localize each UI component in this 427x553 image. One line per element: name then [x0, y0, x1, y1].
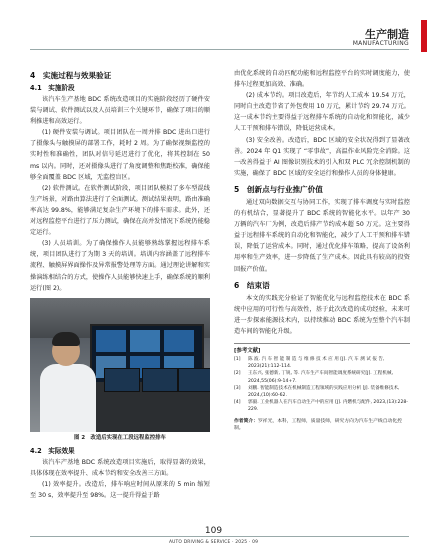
- section-subtitle: MANUFACTURING: [352, 40, 409, 47]
- reference-item: [2] 王东兴, 张德新, 丁锐, 等. 汽车生产车间智能调度系统研究[J]. 工程机械, 2024,55(06):9-14+7.: [234, 371, 394, 384]
- reference-item: [4] 郭毅. 工业机器人在汽车自动生产中的应用 [J]. 内燃机与配件, 2023,(13):228-229.: [234, 400, 408, 413]
- paragraph: (1) 效率提升。改造后，排车响应时间从原来的 5 min 缩短至 30 s，效率提升至 98%。这一提升得益于路: [30, 480, 210, 499]
- footer-divider: [30, 536, 409, 537]
- reference-item: [3] 刘鹏. 智能制造技术在机械制造工程领域的实践应用分析 [J]. 装备维修技术, 2024,(10):60-62.: [234, 385, 400, 398]
- author-bio: 作者简介：罗祥光，本科，工程师，质量技师，研究方向为汽车生产线自动化控制。: [234, 418, 402, 431]
- heading-section-5: 5 创新点与行业推广价值: [234, 184, 323, 194]
- header-divider: [30, 49, 409, 50]
- references-title: [参考文献]: [234, 347, 261, 354]
- journal-footer: AUTO DRIVING & SERVICE · 2025 · 09: [168, 540, 259, 545]
- section-title: 生产制造: [365, 28, 409, 41]
- page-number: 109: [204, 526, 223, 536]
- section-tab: [421, 20, 427, 52]
- paragraph: (3) 人员培训。为了确保操作人员能够熟练掌握远程排车系统，项目团队进行了为期 3 天的培训。培训内容涵盖了远程排车流程、触摸屏界面操作及异常报警处理等方面。通过理论讲解和实操演练相结合的方式，使操作人员能够快速上手，确保系统的顺利运行(图 2)。: [30, 240, 210, 292]
- paragraph: 由优化系统的自动匹配功能和远程监控平台的实时调度能力，使排车过程更加高效、准确。: [234, 70, 410, 89]
- paragraph: 通过双向数据交互与协同工作，实现了排车调度与实时监控的有机结合，显著提升了 BDC 系统的智能化水平。以年产 30 万辆的汽车厂为例，改造后排产节约成本超 50 万元。这主要得益于远程排车系统的自动化和智能化，减少了人工干预和排车错误，降低了运营成本。同时，通过优化排车策略，提高了设备利用率和生产效率，进一步降低了生产成本。因此具有较高的投资回报产价值。: [234, 198, 410, 273]
- operator-figure: [38, 328, 96, 432]
- right-column: [234, 68, 410, 432]
- heading-section-4: 4 实施过程与效果验证: [30, 71, 112, 80]
- paragraph: 该汽车生产基地 BDC 系统改造项目的实施阶段经历了硬件安装与调试、软件测试以及人员培训三个关键环节，确保了项目的顺利推进和高效运行。: [30, 96, 210, 126]
- paragraph: 本文的实践充分验证了智能优化与远程监控技术在 BDC 系统中应用的可行性与高效性，基于此次改造的成功经验，未来可进一步探索能源技术内，以持续推动 BDC 系统为至整个汽车制造车间的智能化升级。: [234, 294, 410, 335]
- figure-2-photo: [30, 298, 210, 432]
- heading-section-6: 6 结束语: [234, 280, 270, 290]
- paragraph: (1) 硬件安装与调试。项目团队在一周并排 BDC 进出口进行了摄像头与触摸屏的部署工作，耗时 2 周。为了确保视频监控的实时性和准确性，团队对信号延迟进行了优化，将其控制在 50 ms 以内。同时，还对摄像头进行了角度调整和焦距校准，确保能够全面覆盖 BDC 区域，无监控盲区。: [30, 129, 210, 181]
- heading-4-2: 4.2 实际效果: [30, 446, 75, 455]
- figure-caption: 图 2 改造后实现在工段远程监控排车: [74, 434, 166, 441]
- paragraph: (2) 成本节约。项目改造后，年节约人工成本 19.54 万元，同时自主改造节省了外包费用 10 万元，累计节约 29.74 万元。这一成本节约主要得益于远程排车系统的自动化和智能化，减少人工干预和排车错误，降低运营成本。: [234, 92, 410, 133]
- left-column: [30, 68, 210, 501]
- reference-item: [1] 陈 波. 汽 车 智 能 制 造 与 维 修 技 术 应 用 [J]. 汽 车 测 试 报 告, 2023(21):112-114.: [234, 356, 385, 370]
- paragraph: 该汽车产基地 BDC 系统改造项目实施后，取得显著的效果，具体体现在效率提升、成本节约和安全改善三方面。: [30, 458, 210, 477]
- heading-4-1: 4.1 实施阶段: [30, 84, 75, 92]
- paragraph: (3) 安全改善。改造后，BDC 区域的安全状况得到了显著改善。2024 年 Q1 实现了 “零事故”，高温作业风险完全消除。这一改善得益于 AI 图像识别技术的引入和双 PLC 冗余控制机制的实施，确保了 BDC 区域的安全运行和操作人员的身体健康。: [234, 136, 410, 177]
- references: [234, 343, 410, 414]
- paragraph: (2) 软件测试。在软件测试阶段，项目团队模拟了多车型混线生产场景，对路由算法进行了全面测试。测试结果表明，路由准确率高达 99.8%，能够满足复杂生产环境下的排车需求。此外，还对远程监控平台进行了压力测试，确保在高并发情况下系统仍能稳定运行。: [30, 184, 210, 237]
